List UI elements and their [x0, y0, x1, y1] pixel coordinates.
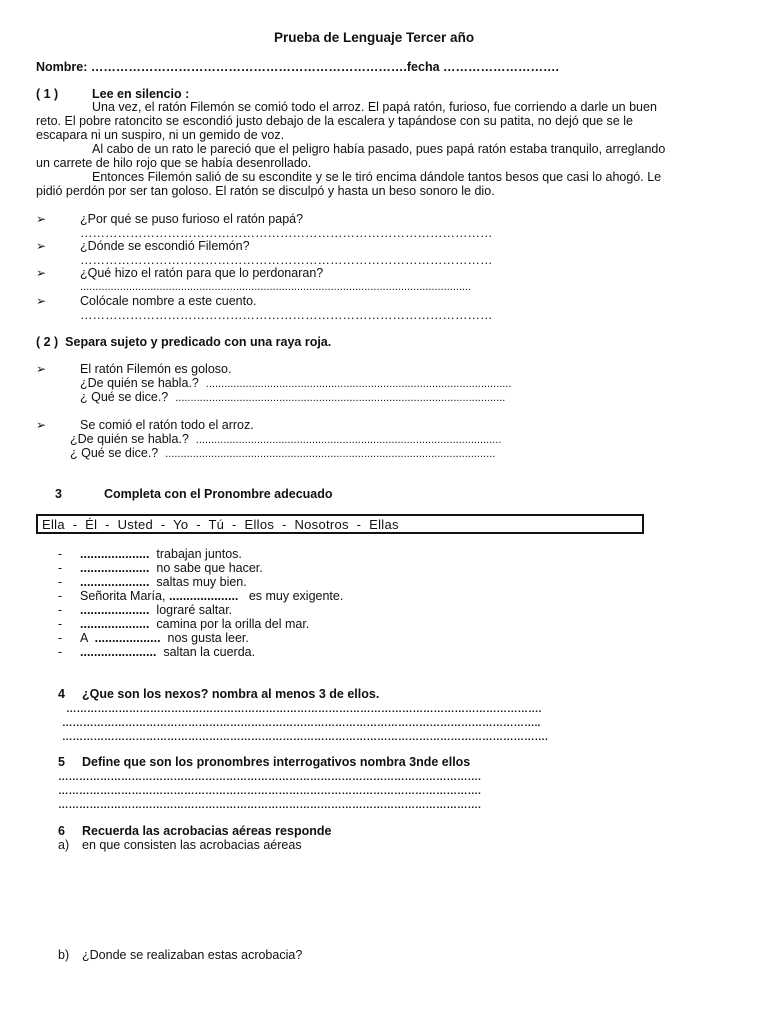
list-item: -: [58, 561, 63, 575]
list-item: -: [58, 603, 63, 617]
section6-heading: Recuerda las acrobacias aéreas responde: [82, 824, 332, 838]
list-item: -: [58, 617, 63, 631]
answer-line[interactable]: ………………………………………………………………………………………………………………………..: [62, 717, 541, 729]
list-item: -: [58, 631, 63, 645]
nombre-blank: ………………………………………………………………….: [90, 60, 407, 74]
section1-number: ( 1 ): [36, 87, 59, 101]
fill-row: .................... camina por la orilla del mar.: [80, 617, 310, 631]
paragraph-line: reto. El pobre ratoncito se escondió justo debajo de la escalera y tapándose con su patita, no dejó que se le: [36, 114, 633, 128]
list-item: -: [58, 645, 63, 659]
fill-row: .................... lograré saltar.: [80, 603, 233, 617]
paragraph-line: Entonces Filemón salió de su escondite y se le tiró encima dándole tantos besos que casi lo ahogó. Le: [92, 170, 662, 184]
predicate-question: ¿ Qué se dice.? ............................................................................................................: [70, 446, 496, 460]
section4-heading: ¿Que son los nexos? nombra al menos 3 de ellos.: [82, 687, 380, 701]
question-text: Colócale nombre a este cuento.: [80, 294, 257, 308]
section3-number: 3: [55, 487, 62, 501]
answer-blank[interactable]: ………………………………………………………………………………………: [80, 308, 493, 322]
answer-line[interactable]: ………………………………………………………………………………………………………….: [58, 771, 481, 783]
fill-blank[interactable]: ...................: [94, 631, 161, 645]
fill-blank[interactable]: ....................: [80, 575, 150, 589]
list-item: -: [58, 575, 63, 589]
answer-blank[interactable]: ................................................................................................................................: [80, 281, 472, 293]
answer-line[interactable]: ………………………………………………………………………………………………………….: [58, 799, 481, 811]
answer-blank[interactable]: ………………………………………………………………………………………: [80, 226, 493, 240]
fill-blank[interactable]: ....................: [168, 589, 239, 603]
question-text: ¿Por qué se puso furioso el ratón papá?: [80, 212, 304, 226]
section1-heading: Lee en silencio :: [92, 87, 190, 101]
fill-row: .................... trabajan juntos.: [80, 547, 242, 561]
paragraph-line: pidió perdón por ser tan goloso. El ratón se disculpó y hasta un beso sonoro le dio.: [36, 184, 495, 198]
page-title: Prueba de Lenguaje Tercer año: [274, 30, 475, 45]
fecha-label: fecha: [406, 60, 440, 74]
subquestion-a-text: en que consisten las acrobacias aéreas: [82, 838, 302, 852]
bullet-arrow-icon: ➢: [36, 239, 47, 253]
bullet-arrow-icon: ➢: [36, 266, 47, 280]
paragraph-line: un carrete de hilo rojo que se había desenrollado.: [36, 156, 312, 170]
answer-blank[interactable]: ............................................................................................................: [175, 392, 506, 404]
bullet-arrow-icon: ➢: [36, 362, 47, 376]
answer-line[interactable]: ……………………………………………………………………………………………………………………….: [66, 703, 542, 715]
bullet-arrow-icon: ➢: [36, 294, 47, 308]
answer-blank[interactable]: ....................................................................................................: [195, 434, 502, 446]
question-text: ¿Dónde se escondió Filemón?: [80, 239, 250, 253]
subquestion-b-text: ¿Donde se realizaban estas acrobacia?: [82, 948, 303, 962]
pronoun-list: Ella - Él - Usted - Yo - Tú - Ellos - Nosotros - Ellas: [42, 517, 399, 532]
subject-question: ¿De quién se habla.? ....................................................................................................: [80, 376, 512, 390]
fill-row: ...................... saltan la cuerda.: [80, 645, 256, 659]
fill-blank[interactable]: ......................: [80, 645, 157, 659]
answer-blank[interactable]: ....................................................................................................: [205, 378, 512, 390]
subject-question: ¿De quién se habla.? ....................................................................................................: [70, 432, 502, 446]
sentence-text: El ratón Filemón es goloso.: [80, 362, 232, 376]
section5-heading: Define que son los pronombres interrogativos nombra 3nde ellos: [82, 755, 471, 769]
fill-blank[interactable]: ....................: [80, 603, 150, 617]
paragraph-line: escapara ni un suspiro, ni un gemido de voz.: [36, 128, 285, 142]
name-date-line: [36, 60, 559, 74]
section6-number: 6: [58, 824, 65, 838]
sentence-text: Se comió el ratón todo el arroz.: [80, 418, 254, 432]
paragraph-line: Al cabo de un rato le pareció que el peligro había pasado, pues papá ratón estaba tranquilo, arreglando: [92, 142, 666, 156]
list-item: -: [58, 589, 63, 603]
bullet-arrow-icon: ➢: [36, 418, 47, 432]
fill-blank[interactable]: ....................: [80, 561, 150, 575]
answer-line[interactable]: ………………………………………………………………………………………………………….: [58, 785, 481, 797]
fill-row: A ................... nos gusta leer.: [80, 631, 249, 645]
fill-blank[interactable]: ....................: [80, 617, 150, 631]
answer-line[interactable]: ………………………………………………………………………………………………………………………….: [62, 731, 548, 743]
fill-row: Señorita María, .................... es muy exigente.: [80, 589, 344, 603]
subquestion-a-label: a): [58, 838, 70, 852]
paragraph-line: Una vez, el ratón Filemón se comió todo el arroz. El papá ratón, furioso, fue corriendo a darle un buen: [92, 100, 657, 114]
section4-number: 4: [58, 687, 65, 701]
answer-blank[interactable]: ………………………………………………………………………………………: [80, 253, 493, 267]
question-text: ¿Qué hizo el ratón para que lo perdonaran?: [80, 266, 324, 280]
section2-heading: ( 2 ) Separa sujeto y predicado con una raya roja.: [36, 335, 332, 349]
section3-heading: Completa con el Pronombre adecuado: [104, 487, 333, 501]
fill-blank[interactable]: ....................: [80, 547, 150, 561]
fill-row: .................... saltas muy bien.: [80, 575, 247, 589]
section5-number: 5: [58, 755, 65, 769]
fill-row: .................... no sabe que hacer.: [80, 561, 263, 575]
nombre-label: Nombre:: [36, 60, 88, 74]
fecha-blank: ……………………….: [439, 60, 559, 74]
subquestion-b-label: b): [58, 948, 70, 962]
answer-blank[interactable]: ............................................................................................................: [165, 448, 496, 460]
predicate-question: ¿ Qué se dice.? ............................................................................................................: [80, 390, 506, 404]
list-item: -: [58, 547, 63, 561]
bullet-arrow-icon: ➢: [36, 212, 47, 226]
